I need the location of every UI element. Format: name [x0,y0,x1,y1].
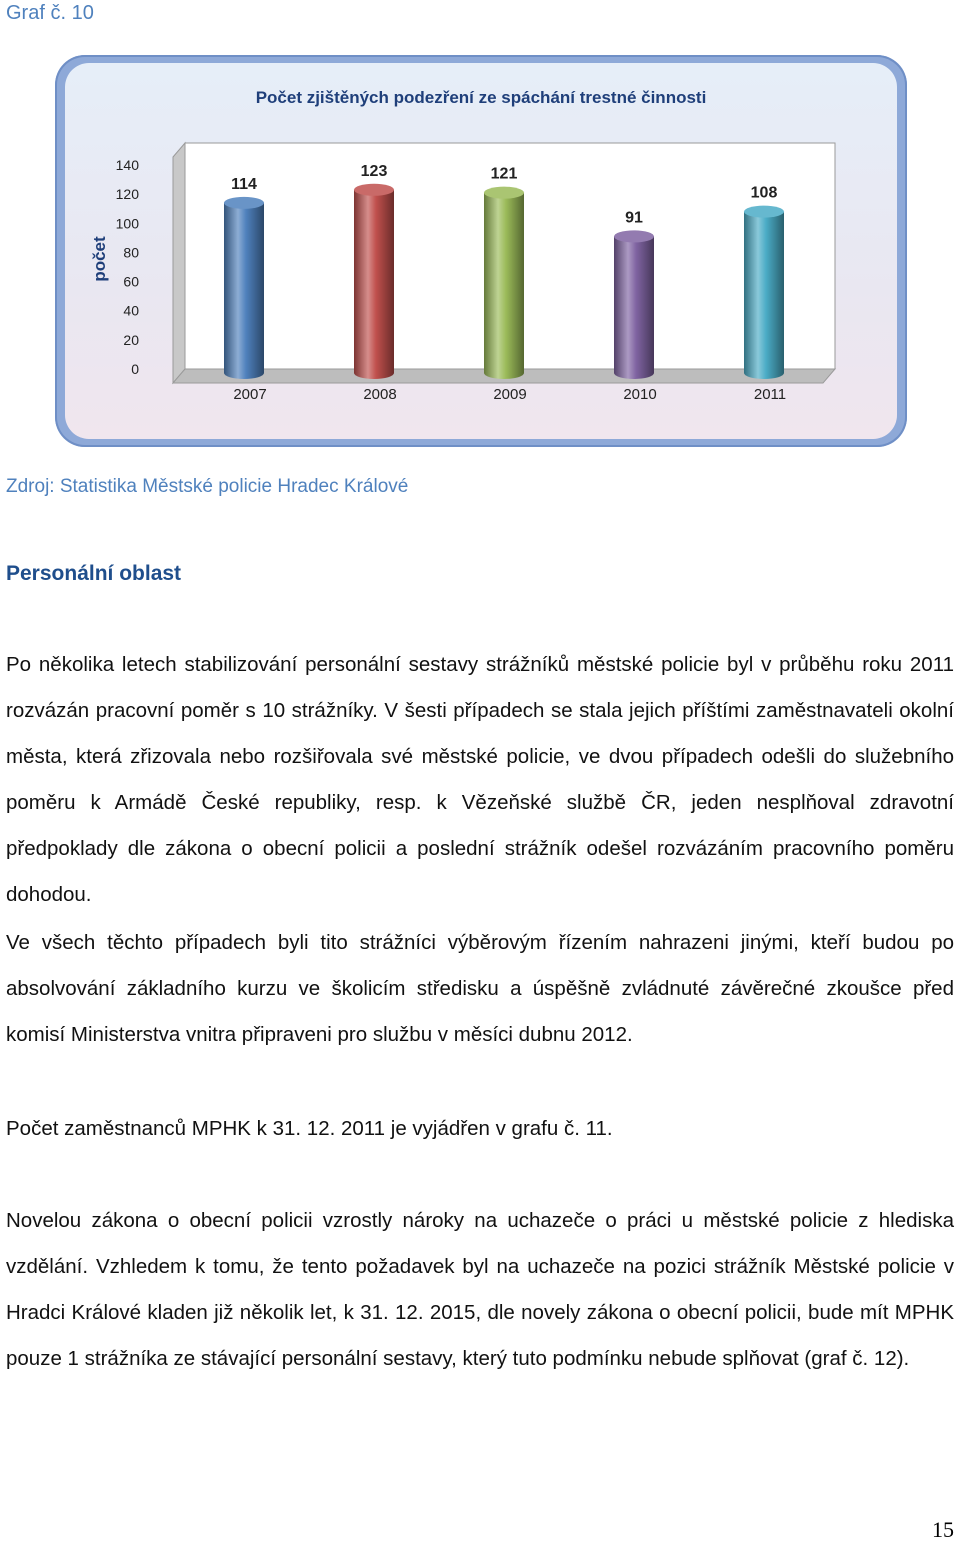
bar-top-2010 [614,230,654,242]
y-tick-label: 40 [123,302,139,319]
x-tick-label: 2009 [493,386,527,403]
y-tick-label: 140 [115,157,139,173]
paragraph-2: Ve všech těchto případech byli tito strážníci výběrovým řízením nahrazeni jinými, kteří budou po absolvování základního kurzu ve školicím středisku a úspěšně zvládnuté závěrečné zkoušce před komisí Ministerstva vnitra připraveni pro službu v měsíci dubnu 2012. [6,931,954,1046]
bar-2010 [614,236,654,379]
section-heading: Personální oblast [6,562,182,585]
data-label: 121 [490,165,518,183]
data-label: 91 [625,209,643,227]
data-label: 114 [231,175,257,193]
bar-2007 [224,203,264,379]
x-tick-label: 2008 [363,386,397,403]
bar-2011 [744,212,784,379]
y-tick-label: 120 [115,186,139,203]
bar-top-2009 [484,187,524,199]
bar-top-2011 [744,206,784,218]
data-label: 123 [360,162,388,180]
y-axis-label: počet [90,236,109,282]
page-number: 15 [932,1517,954,1542]
bar-top-2007 [224,197,264,209]
chart-title: Počet zjištěných podezření ze spáchání trestné činnosti [255,88,707,107]
bar-2008 [354,190,394,379]
chart-area [65,63,897,439]
x-tick-label: 2010 [623,386,657,403]
y-tick-label: 20 [123,331,139,348]
bar-chart [65,63,897,439]
data-label: 108 [750,184,778,202]
paragraph-1: Po několika letech stabilizování personální sestavy strážníků městské policie byl v průběhu roku 2011 rozvázán pracovní poměr s 10 strážníky. V šesti případech se stala jejich příštími zaměstnavateli okolní města, která zřizovala nebo rozšiřovala své městské policie, ve dvou případech odešli do služebního poměru k Armádě České republiky, resp. k Vězeňské službě ČR, jeden nesplňoval zdravotní předpoklady dle zákona o obecní policii a poslední strážník odešel rozvázáním pracovního poměru dohodou. [6,653,954,906]
source-note: Zdroj: Statistika Městské policie Hradec Králové [6,476,409,497]
y-tick-label: 100 [115,215,139,232]
y-tick-label: 60 [123,273,139,290]
paragraph-4: Novelou zákona o obecní policii vzrostly nároky na uchazeče o práci u městské policie z hlediska vzdělání. Vzhledem k tomu, že tento požadavek byl na uchazeče na pozici strážník Městské policie v Hradci Králové kladen již několik let, k 31. 12. 2015, dle novely zákona o obecní policii, bude mít MPHK pouze 1 strážníka ze stávající personální sestavy, který tuto podmínku nebude splňovat (graf č. 12). [6,1209,954,1370]
bar-top-2008 [354,184,394,196]
bar-2009 [484,193,524,379]
paragraph-3: Počet zaměstnanců MPHK k 31. 12. 2011 je vyjádřen v grafu č. 11. [6,1117,613,1140]
chart-side-wall [173,143,185,383]
figure-label: Graf č. 10 [6,2,94,24]
y-tick-label: 0 [131,361,139,377]
x-tick-label: 2011 [753,386,787,403]
chart-frame [55,55,907,447]
x-tick-label: 2007 [233,386,267,403]
y-tick-label: 80 [123,244,139,261]
